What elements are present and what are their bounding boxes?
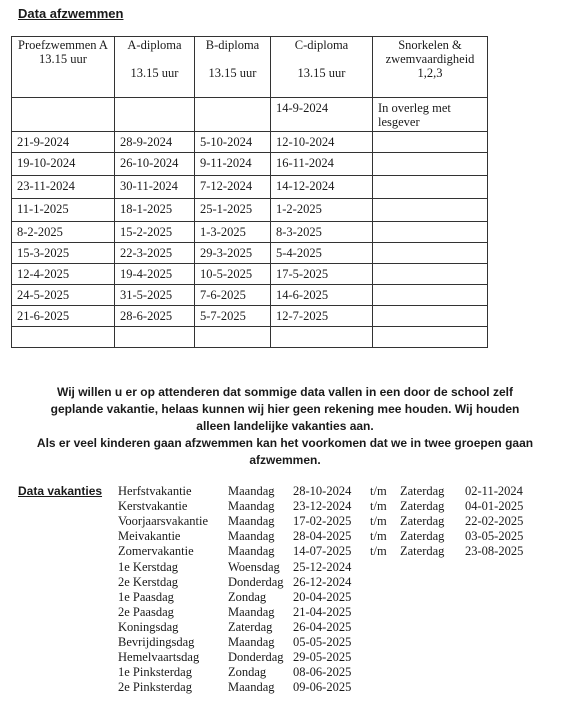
vacation-start-day: Zondag: [228, 665, 267, 680]
vacation-start-date: 28-10-2024: [293, 484, 352, 498]
table-cell: 5-7-2025: [195, 306, 271, 327]
table-cell: 1-3-2025: [195, 222, 271, 243]
vacation-start-date: 21-04-2025: [293, 604, 352, 619]
table-cell: [373, 243, 488, 264]
vacation-name: Bevrijdingsdag: [118, 635, 195, 649]
vacation-until: t/m: [370, 514, 387, 529]
table-cell: 14-12-2024: [271, 176, 373, 199]
vacation-start-day: Maandag: [228, 484, 275, 498]
table-cell: [271, 327, 373, 348]
vacation-end-day: Zaterdag: [400, 514, 445, 529]
table-row: [12, 285, 488, 306]
vacation-start-date: 25-12-2024: [293, 559, 352, 574]
vacation-name: Herfstvakantie: [118, 484, 192, 498]
table-cell: 21-9-2024: [12, 132, 115, 153]
table-row: [12, 264, 488, 285]
vacation-start-date: 14-07-2025: [293, 544, 352, 559]
table-row: [12, 176, 488, 199]
table-cell: 15-2-2025: [115, 222, 195, 243]
table-cell: 5-4-2025: [271, 243, 373, 264]
table-cell: 5-10-2024: [195, 132, 271, 153]
vacation-start-day: Maandag: [228, 680, 275, 695]
table-cell: [373, 264, 488, 285]
table-cell: 9-11-2024: [195, 153, 271, 176]
table-row: [12, 98, 488, 132]
vacation-end-date: 22-02-2025: [465, 514, 524, 529]
table-cell: 14-9-2024: [271, 98, 373, 132]
vacation-end-date: 03-05-2025: [465, 529, 524, 544]
vacation-start-date: 26-12-2024: [293, 574, 352, 589]
vacation-start-date: 23-12-2024: [293, 499, 352, 514]
table-cell: 15-3-2025: [12, 243, 115, 264]
vacation-name: Meivakantie: [118, 529, 181, 544]
table-cell: [195, 98, 271, 132]
table-cell: 28-6-2025: [115, 306, 195, 327]
table-cell: 17-5-2025: [271, 264, 373, 285]
table-cell: [373, 306, 488, 327]
vacation-start-day: Donderdag: [228, 650, 284, 665]
table-cell: 18-1-2025: [115, 199, 195, 222]
vacation-start-day: Maandag: [228, 544, 275, 559]
vacation-start-date: 17-02-2025: [293, 514, 352, 529]
vacation-end-day: Zaterdag: [400, 484, 445, 498]
table-cell: [373, 199, 488, 222]
table-cell: 7-6-2025: [195, 285, 271, 306]
table-row: [12, 222, 488, 243]
table-cell: 19-4-2025: [115, 264, 195, 285]
vacation-start-day: Zaterdag: [228, 619, 273, 634]
table-cell: 23-11-2024: [12, 176, 115, 199]
vacation-start-date: 20-04-2025: [293, 589, 352, 604]
vacation-name: Kerstvakantie: [118, 499, 188, 514]
table-cell: 31-5-2025: [115, 285, 195, 306]
vacation-until: t/m: [370, 544, 387, 559]
vacation-name: Hemelvaartsdag: [118, 650, 200, 665]
table-cell: 14-6-2025: [271, 285, 373, 306]
vacation-end-day: Zaterdag: [400, 544, 445, 559]
vacation-until: t/m: [370, 529, 387, 544]
vacation-start-date: 08-06-2025: [293, 665, 352, 680]
table-header-row: [12, 37, 488, 98]
table-cell: [195, 327, 271, 348]
table-cell: 12-4-2025: [12, 264, 115, 285]
table-cell: [115, 327, 195, 348]
table-cell: 16-11-2024: [271, 153, 373, 176]
table-cell: [373, 176, 488, 199]
table-row: [12, 243, 488, 264]
column-header-a-diploma: A-diploma 13.15 uur: [115, 37, 195, 98]
table-cell: 11-1-2025: [12, 199, 115, 222]
table-cell: 12-10-2024: [271, 132, 373, 153]
vacation-name: 1e Paasdag: [118, 589, 174, 604]
table-cell: 26-10-2024: [115, 153, 195, 176]
vacation-start-day: Maandag: [228, 604, 275, 619]
table-cell: 12-7-2025: [271, 306, 373, 327]
column-header-snorkelen: Snorkelen & zwemvaardigheid 1,2,3: [373, 37, 488, 98]
table-cell: 21-6-2025: [12, 306, 115, 327]
table-cell: 19-10-2024: [12, 153, 115, 176]
table-cell: In overleg met lesgever: [373, 98, 488, 132]
table-row: [12, 153, 488, 176]
vacation-start-day: Donderdag: [228, 574, 284, 589]
table-cell: 28-9-2024: [115, 132, 195, 153]
table-row: [12, 306, 488, 327]
table-cell: 7-12-2024: [195, 176, 271, 199]
table-cell: 22-3-2025: [115, 243, 195, 264]
table-cell: [373, 132, 488, 153]
table-row: [12, 199, 488, 222]
table-cell: 25-1-2025: [195, 199, 271, 222]
table-row: [12, 132, 488, 153]
table-cell: 8-3-2025: [271, 222, 373, 243]
table-cell: 10-5-2025: [195, 264, 271, 285]
vacation-start-date: 28-04-2025: [293, 529, 352, 544]
vacation-end-day: Zaterdag: [400, 529, 445, 544]
table-cell: 1-2-2025: [271, 199, 373, 222]
vacation-name: Zomervakantie: [118, 544, 194, 559]
vacation-until: t/m: [370, 499, 387, 514]
vacation-name: Koningsdag: [118, 619, 179, 634]
vacation-end-day: Zaterdag: [400, 499, 445, 514]
vacation-name: 2e Pinksterdag: [118, 680, 192, 695]
table-cell: [373, 153, 488, 176]
vacation-name: 1e Pinksterdag: [118, 665, 192, 680]
vacation-start-day: Maandag: [228, 514, 275, 529]
table-cell: 24-5-2025: [12, 285, 115, 306]
vacation-name: Voorjaarsvakantie: [118, 514, 209, 529]
vacation-name: 2e Paasdag: [118, 604, 174, 619]
table-cell: [373, 327, 488, 348]
table-cell: [115, 98, 195, 132]
table-cell: 30-11-2024: [115, 176, 195, 199]
page-title: Data afzwemmen: [18, 6, 124, 21]
vacation-name: 1e Kerstdag: [118, 559, 179, 574]
vacation-until: t/m: [370, 484, 387, 498]
vacation-end-date: 23-08-2025: [465, 544, 524, 559]
vacation-start-date: 05-05-2025: [293, 635, 352, 649]
vacation-end-date: 02-11-2024: [465, 484, 523, 498]
table-cell: 8-2-2025: [12, 222, 115, 243]
vacation-start-day: Maandag: [228, 529, 275, 544]
column-header-c-diploma: C-diploma 13.15 uur: [271, 37, 373, 98]
vacation-start-day: Maandag: [228, 635, 275, 649]
vacation-end-date: 04-01-2025: [465, 499, 524, 514]
schedule-table: [11, 36, 488, 348]
vacations-label: Data vakanties: [18, 484, 103, 498]
table-row: [12, 327, 488, 348]
table-cell: [12, 98, 115, 132]
column-header-proefzwemmen: Proefzwemmen A 13.15 uur: [12, 37, 115, 98]
vacation-start-day: Woensdag: [228, 559, 280, 574]
notice-text: Wij willen u er op attenderen dat sommige data vallen in een door de school zelf geplande vakantie, helaas kunnen wij hier geen rekening mee houden. Wij houden alleen landelijke vakanties aan. Als er veel kinderen gaan afzwemmen kan het voorkomen dat we in twee groepen gaan afzwemmen.: [36, 385, 534, 467]
vacation-name: 2e Kerstdag: [118, 574, 179, 589]
table-cell: [12, 327, 115, 348]
table-cell: [373, 222, 488, 243]
table-cell: 29-3-2025: [195, 243, 271, 264]
vacation-start-day: Maandag: [228, 499, 275, 514]
table-cell: [373, 285, 488, 306]
vacation-start-date: 26-04-2025: [293, 619, 352, 634]
vacation-start-date: 09-06-2025: [293, 680, 352, 695]
column-header-b-diploma: B-diploma 13.15 uur: [195, 37, 271, 98]
vacation-start-date: 29-05-2025: [293, 650, 352, 665]
vacation-start-day: Zondag: [228, 589, 267, 604]
